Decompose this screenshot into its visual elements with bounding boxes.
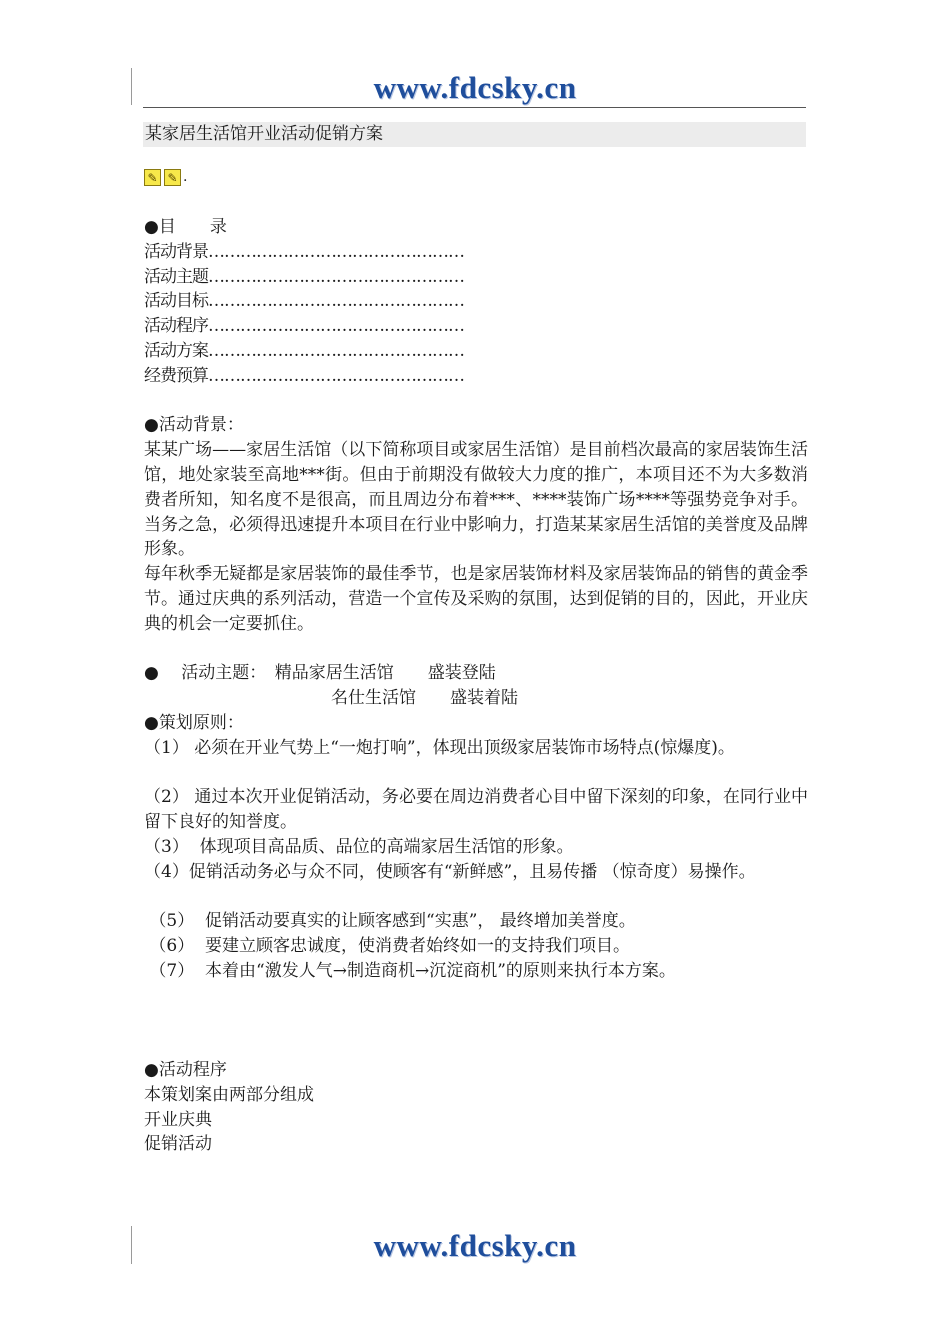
header-site-logo: www.fdcsky.cn	[373, 70, 577, 105]
toc-heading: ●目 录	[144, 217, 227, 237]
principle-4: （4）促销活动务必与众不同，使顾客有“新鲜感”，且易传播 （惊奇度）易操作。	[144, 861, 756, 882]
program-line-3: 促销活动	[144, 1134, 212, 1155]
icon-row	[144, 169, 187, 186]
document-body	[144, 215, 808, 1157]
principles-heading: ●策划原则：	[144, 712, 244, 733]
header-rule	[143, 107, 806, 108]
principle-6: （6） 要建立顾客忠诚度，使消费者始终如一的支持我们项目。	[144, 936, 631, 957]
icon-trail: .	[183, 169, 188, 185]
principle-5: （5） 促销活动要真实的让顾客感到“实惠”， 最终增加美誉度。	[144, 911, 636, 932]
pencil-chip-icon[interactable]: ✎	[144, 169, 161, 186]
toc-item-budget[interactable]: 经费预算…………………………………………	[144, 365, 464, 386]
program-heading: ●活动程序	[144, 1060, 227, 1081]
toc-item-program[interactable]: 活动程序…………………………………………	[144, 316, 464, 337]
principle-1: （1） 必须在开业气势上“一炮打响”，体现出顶级家居装饰市场特点(惊爆度)。	[144, 737, 735, 758]
pencil-chip-icon[interactable]: ✎	[164, 169, 181, 186]
toc-item-goal[interactable]: 活动目标…………………………………………	[144, 291, 464, 312]
principle-3: （3） 体现项目高品质、品位的高端家居生活馆的形象。	[144, 836, 574, 857]
background-paragraph-1: 某某广场——家居生活馆（以下简称项目或家居生活馆）是目前档次最高的家居装饰生活馆，地处家装至高地***街。但由于前期没有做较大力度的推广，本项目还不为大多数消费者所知，知名度不是很高，而且周边分布着***、****装饰广场****等强势竞争对手。当务之急，必须得迅速提升本项目在行业中影响力，打造某某家居生活馆的美誉度及品牌形象。	[144, 440, 808, 560]
theme-line-2: 名仕生活馆 盛装着陆	[144, 688, 518, 709]
toc-item-theme[interactable]: 活动主题…………………………………………	[144, 266, 464, 287]
program-line-2: 开业庆典	[144, 1109, 212, 1130]
principle-2: （2） 通过本次开业促销活动，务必要在周边消费者心目中留下深刻的印象，在同行业中留下良好的知誉度。	[144, 787, 808, 833]
background-paragraph-2: 每年秋季无疑都是家居装饰的最佳季节，也是家居装饰材料及家居装饰品的销售的黄金季节。通过庆典的系列活动，营造一个宣传及采购的氛围，达到促销的目的，因此，开业庆典的机会一定要抓住。	[144, 564, 808, 634]
theme-line-1: ● 活动主题： 精品家居生活馆 盛装登陆	[144, 663, 496, 684]
principle-7: （7） 本着由“激发人气→制造商机→沉淀商机”的原则来执行本方案。	[144, 960, 676, 981]
toc-item-plan[interactable]: 活动方案…………………………………………	[144, 340, 464, 361]
document-title: 某家居生活馆开业活动促销方案	[143, 122, 806, 147]
toc-item-background[interactable]: 活动背景…………………………………………	[144, 241, 464, 262]
background-heading: ●活动背景：	[144, 415, 244, 436]
footer-site-logo: www.fdcsky.cn	[373, 1228, 577, 1263]
program-line-1: 本策划案由两部分组成	[144, 1084, 314, 1105]
